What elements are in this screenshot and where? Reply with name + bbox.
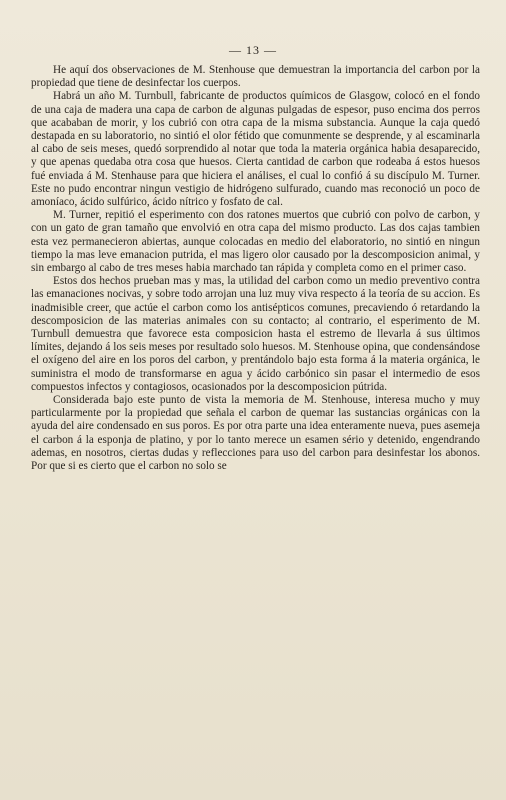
paragraph-3: M. Turner, repitió el esperimento con dos ratones muertos que cubrió con polvo de carbon, y con un gato de gran tamaño que envolvió en otra capa del mismo producto. Las dos cajas tambien esta vez permanecieron abiertas, aunque colocadas en medio del elaboratorio, no sintió en ningun tiempo la mas leve emanacion putrida, el mas ligero olor causado por la descomposicion animal, y sin embargo al cabo de tres meses habia marchado tan rápida y completa como en el primer caso. xyxy=(31,209,480,275)
paragraph-2: Habrá un año M. Turnbull, fabricante de productos químicos de Glasgow, colocó en el fondo de una caja de madera una capa de carbon de algunas pulgadas de espesor, puso encima dos perros que acababan de morir, y los cubrió con otra capa de la misma substancia. Aunque la caja quedó destapada en su laboratorio, no sintió el olor fétido que comunmente se desprende, y al escaminarla al cabo de seis meses, quedó sorprendido al notar que toda la materia orgánica habia desaparecido, y que apenas quedaba otra cosa que huesos. Cierta cantidad de carbon que rodeaba á estos huesos fué enviada á M. Stenhause para que hiciera el análises, el cual lo confió á su discípulo M. Turner. Este no pudo encontrar ningun vestigio de hidrógeno sulfurado, cuando mas reconoció un poco de amoníaco, ácido sulfúrico, ácido nítrico y fosfato de cal. xyxy=(31,90,480,209)
page-number: — 13 — xyxy=(229,43,277,57)
paragraph-4: Estos dos hechos prueban mas y mas, la utilidad del carbon como un medio preventivo contra las emanaciones nocivas, y sobre todo arrojan una luz muy viva respecto á la teoría de su accion. Es inadmisible creer, que actúe el carbon como los antisépticos comunes, precaviendo ó retardando la descomposicion de las materias animales con su contacto; al contrario, el esperimento de M. Turnbull demuestra que favorece esta composicion hasta el estremo de llevarla á sus últimos límites, dejando á los seis meses por resultado solo huesos. M. Stenhouse opina, que condensándose el oxígeno del aire en los poros del carbon, y prentándolo bajo esta forma á la materia orgánica, le suministra el modo de transformarse en agua y ácido carbónico sin pasar el intermedio de esos compuestos infectos y contagiosos, ocasionados por la descomposicion pútrida. xyxy=(31,275,480,393)
paragraph-5: Considerada bajo este punto de vista la memoria de M. Stenhouse, interesa mucho y muy particularmente por la propiedad que señala el carbon de quemar las sustancias orgánicas con la ayuda del aire condensado en sus poros. Es por otra parte una idea enteramente nueva, pues asemeja el carbon á la esponja de platino, y por lo tanto merece un esamen sério y detenido, engendrando ademas, en nosotros, ciertas dudas y reflecciones para uso del carbon para desinfestar los abonos. Por que si es cierto que el carbon no solo se xyxy=(31,394,480,473)
paragraph-1: He aquí dos observaciones de M. Stenhouse que demuestran la importancia del carbon por la propiedad que tiene de desinfectar los cuerpos. xyxy=(31,64,480,90)
body-text xyxy=(31,64,480,473)
